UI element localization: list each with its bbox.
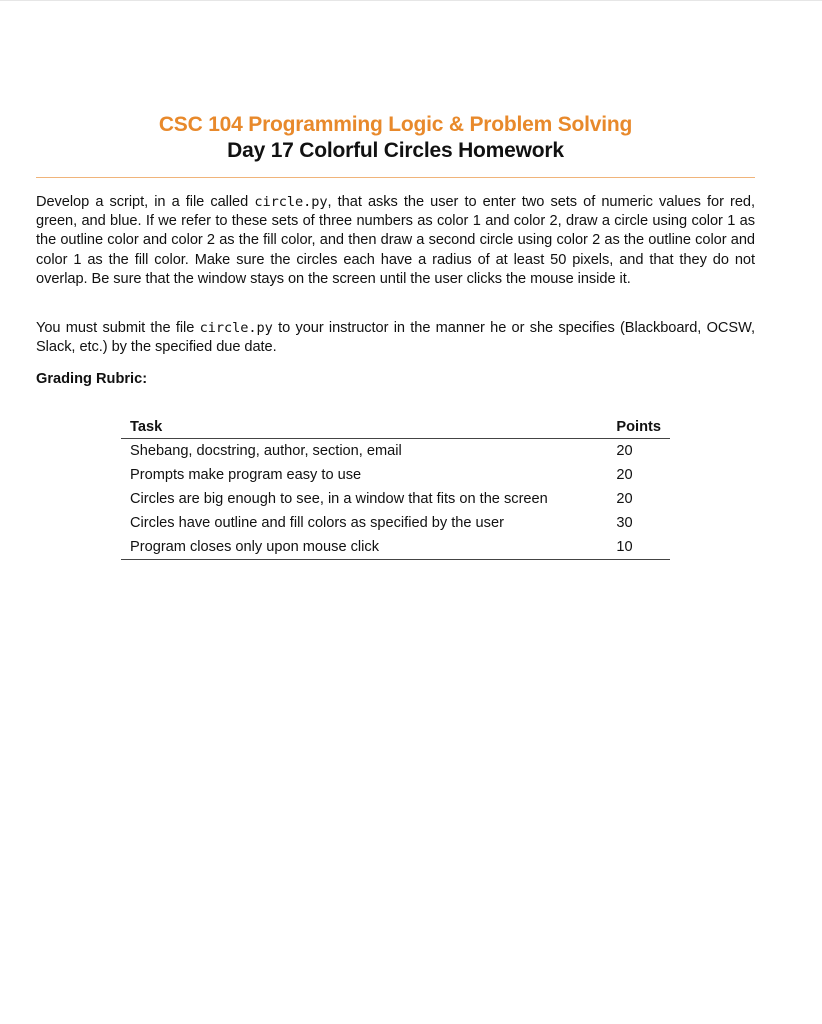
filename-code: circle.py [254,194,328,210]
course-title: CSC 104 Programming Logic & Problem Solving [158,113,633,136]
table-row [121,487,670,511]
task-cell: Circles have outline and fill colors as specified by the user [130,515,504,531]
points-cell: 30 [616,515,633,531]
rubric-table [121,416,670,560]
table-row [121,463,670,487]
task-cell: Program closes only upon mouse click [121,535,607,560]
assignment-title: Day 17 Colorful Circles Homework [227,139,564,162]
document-header [36,112,755,164]
points-cell: 20 [616,491,633,507]
points-cell: 20 [616,467,633,483]
points-cell: 10 [607,535,670,560]
column-header-task: Task [121,416,607,439]
table-row [121,511,670,535]
table-row [121,439,670,464]
header-divider [36,177,755,178]
filename-code: circle.py [199,320,273,336]
task-cell: Circles are big enough to see, in a window that fits on the screen [130,491,548,507]
description-text-end: , that asks the user to enter two sets of numeric values for red, green, and blue. If we refer to these sets of three numbers as color 1 and color 2, draw a circle using color 1 as the outline color and color 2 as the fill color, and then draw a second circle using color 2 as the outline color and color 1 as the fill color. Make sure the circles each have a radius of at least 50 pixels, and that they do not overlap. Be sure that the window stays on the screen until the user clicks the mouse inside it. [36,194,755,287]
points-cell: 20 [616,443,633,459]
assignment-description [36,193,755,289]
submission-text-start: You must submit the file [36,320,200,336]
column-header-points: Points [607,416,670,439]
rubric-heading: Grading Rubric: [36,371,148,387]
description-text-start: Develop a script, in a file called [36,194,255,210]
table-header-row [121,416,670,439]
submission-text-end: to your instructor in the manner he or she specifies (Blackboard, OCSW, Slack, etc.) by the specified due date. [36,320,755,356]
table-row [121,535,670,560]
task-cell: Prompts make program easy to use [130,467,362,483]
task-cell: Shebang, docstring, author, section, email [130,443,402,459]
page-top-border [0,0,822,1]
submission-instructions [36,319,755,357]
